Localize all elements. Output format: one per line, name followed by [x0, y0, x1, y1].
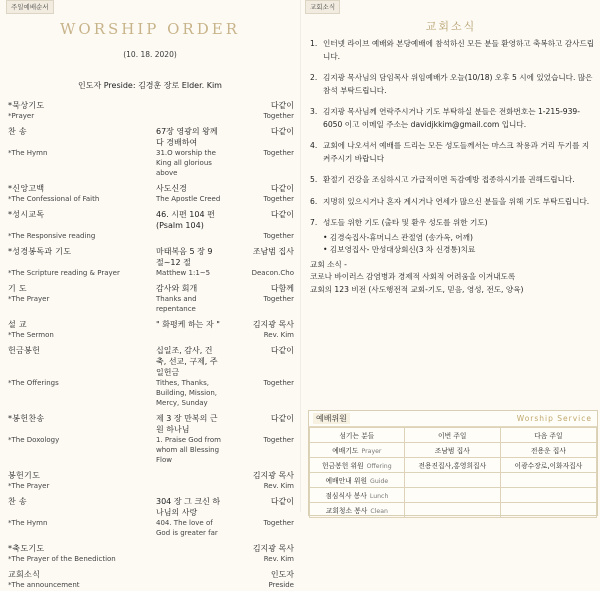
order-item-title-eng: *The Hymn — [8, 519, 48, 527]
table-header-row — [310, 428, 597, 443]
announcement-number: 3. — [310, 107, 318, 116]
order-item-person-kor: 김지광 목사 — [252, 471, 294, 480]
order-item — [8, 543, 294, 564]
order-item-person-eng: Together — [263, 379, 294, 387]
order-item-detail-eng: 1. Praise God from whom all Blessing Flow — [156, 436, 221, 464]
announcement-number: 4. — [310, 141, 318, 150]
order-item-title-eng: *The Scripture reading & Prayer — [8, 269, 120, 277]
order-item-detail-kor: 사도신경 — [156, 184, 187, 193]
order-item-detail-eng: Thanks and repentance — [156, 295, 197, 313]
announcement-item — [310, 174, 596, 187]
order-item-person-kor: 인도자 — [270, 570, 294, 579]
order-item-detail-eng: Tithes, Thanks, Building, Mission, Mercy, Sunday — [156, 379, 218, 407]
announcements-title: 교회소식 — [425, 20, 477, 33]
order-item-detail-kor: 304 장 그 크신 하나님의 사랑 — [156, 497, 221, 517]
announcement-number: 1. — [310, 39, 318, 48]
order-item-title-kor: 봉헌기도 — [8, 471, 41, 480]
order-item — [8, 100, 294, 121]
order-item-title-eng: *The announcement — [8, 581, 80, 589]
order-item — [8, 126, 294, 178]
announcement-item — [310, 72, 596, 97]
order-item — [8, 569, 294, 590]
order-item — [8, 183, 294, 204]
order-item-person-kor: 다함께 — [270, 284, 294, 293]
order-item — [8, 413, 294, 465]
order-item-person-kor: 다같이 — [270, 127, 294, 136]
table-row — [310, 488, 597, 503]
order-item-title-eng: *The Prayer — [8, 295, 50, 303]
order-item-title-eng: *The Prayer of the Benediction — [8, 555, 116, 563]
order-item-title-kor: 교회소식 — [8, 570, 41, 579]
announcement-number: 2. — [310, 73, 318, 82]
worship-order-column — [0, 12, 300, 589]
order-item-person-eng: Deacon.Cho — [251, 269, 294, 277]
order-item-title-kor: *묵상기도 — [8, 101, 45, 110]
order-item-person-kor: 다같이 — [270, 101, 294, 110]
order-item-title-kor: 기 도 — [8, 284, 27, 293]
order-item-detail-kor: 십일조, 감사, 건축, 선교, 구제, 주일헌금 — [156, 346, 218, 377]
order-item — [8, 319, 294, 340]
role-kor: 예배안내 위원 — [325, 477, 368, 485]
role-eng: Lunch — [369, 493, 389, 500]
announcement-number: 6. — [310, 196, 318, 206]
prayer-request-item: • 김보영집사- 만성대상회신(3 차 신경통)치료 — [323, 245, 476, 254]
order-item-person-kor: 다같이 — [270, 210, 294, 219]
order-item-detail-kor: " 화평케 하는 자 " — [156, 320, 220, 329]
order-item-person-eng: Together — [263, 436, 294, 444]
order-item — [8, 496, 294, 538]
order-item-detail-kor: 46. 시편 104 편 (Psalm 104) — [156, 210, 215, 230]
role-kor: 예배기도 — [332, 447, 359, 455]
announcement-text: 김지광 목사님께 연락주시거나 기도 부탁하실 분들은 전화번호는 1-215-939-6050 이고 이메일 주소는 davidjkkim@gmail.com 입니다. — [323, 107, 580, 129]
next-week-cell: 이광수장로,이화자집사 — [500, 458, 596, 473]
order-item — [8, 246, 294, 278]
order-item-title-kor: 설 교 — [8, 320, 27, 329]
worship-service-label-eng: Worship Service — [516, 414, 592, 423]
order-item-title-kor: 찬 송 — [8, 497, 27, 506]
worship-service-label-kor: 예배위원 — [313, 413, 350, 424]
order-item-title-eng: *The Doxology — [8, 436, 60, 444]
this-week-cell — [404, 488, 500, 503]
table-row — [310, 503, 597, 518]
role-cell — [310, 443, 405, 458]
column-header-this-week: 이번 주일 — [404, 428, 500, 443]
announcement-number: 5. — [310, 175, 318, 184]
column-header-role: 섬기는 분들 — [310, 428, 405, 443]
order-item — [8, 345, 294, 408]
role-cell — [310, 458, 405, 473]
order-item-title-eng: *The Offerings — [8, 379, 59, 387]
role-eng: Prayer — [361, 448, 382, 455]
order-item-detail-eng: Matthew 1:1~5 — [156, 269, 211, 277]
this-week-cell: 전용진집사,홍영희집사 — [404, 458, 500, 473]
role-eng: Offering — [366, 463, 392, 470]
role-eng: Clean — [370, 508, 388, 515]
order-item-person-kor: 김지광 목사 — [252, 544, 294, 553]
order-item — [8, 470, 294, 491]
service-presider: 인도자 Preside: 김경훈 장로 Elder. Kim — [78, 81, 222, 90]
order-item-detail-kor: 마태복음 5 장 9 절~12 절 — [156, 247, 213, 267]
column-divider — [300, 0, 301, 512]
order-item-title-kor: 찬 송 — [8, 127, 27, 136]
order-item-person-eng: Preside — [268, 581, 294, 589]
order-item-title-kor: *축도기도 — [8, 544, 45, 553]
order-item-person-kor: 다같이 — [270, 414, 294, 423]
order-item-detail-kor: 제 3 장 만복의 근원 하나님 — [156, 414, 218, 434]
order-item-person-eng: Together — [263, 232, 294, 240]
announcement-text: 환절기 건강을 조심하시고 가급적이면 독감예방 접종하시기를 권해드립니다. — [323, 175, 575, 184]
this-week-cell — [404, 503, 500, 518]
role-eng: Guide — [370, 478, 389, 485]
this-week-cell — [404, 473, 500, 488]
order-item-title-kor: *봉헌찬송 — [8, 414, 45, 423]
order-item-title-eng: *The Confessional of Faith — [8, 195, 100, 203]
this-week-cell: 조남범 집사 — [404, 443, 500, 458]
order-item-person-eng: Together — [263, 519, 294, 527]
announcement-text: 김지광 목사님의 담임목사 위임예배가 오늘(10/18) 오후 5 시에 있었습니다. 많은 참석 부탁드립니다. — [323, 73, 593, 95]
table-row — [310, 473, 597, 488]
announcements-column — [302, 12, 600, 515]
service-date: (10. 18. 2020) — [123, 50, 177, 59]
order-item-title-eng: *The Prayer — [8, 482, 50, 490]
prayer-request-item: • 김경숙집사-휴머니스 관절염 (송가옥, 어깨) — [323, 232, 473, 242]
table-row — [310, 443, 597, 458]
worship-service-box — [308, 410, 598, 516]
order-item-detail-eng: 404. The love of God is greater far — [156, 519, 218, 537]
role-kor: 헌금봉헌 위원 — [322, 462, 364, 470]
order-item-person-eng: Rev. Kim — [263, 555, 294, 563]
order-item-person-kor: 김지광 목사 — [252, 320, 294, 329]
announcement-text: 교회에 나오셔서 예배를 드리는 모든 성도들께서는 마스크 착용과 거리 두기를 지켜주시기 바랍니다 — [323, 141, 590, 163]
page-title: WORSHIP ORDER — [59, 20, 240, 38]
order-item-person-eng: Together — [263, 112, 294, 120]
order-item-person-kor: 다같이 — [270, 184, 294, 193]
next-week-cell: 전용운 집사 — [500, 443, 596, 458]
role-kor: 교회청소 봉사 — [325, 507, 368, 515]
announcement-item — [310, 217, 596, 230]
footer-line: 코로나 바이러스 감염병과 경제적 사회적 어려움을 이겨내도록 — [310, 272, 516, 281]
announcement-item — [310, 140, 596, 165]
announcement-item — [310, 196, 596, 209]
role-cell — [310, 488, 405, 503]
footer-line: 교회의 123 비전 (사도행전적 교회-기도, 믿음, 영성, 전도, 양육) — [310, 284, 524, 294]
tab-worship-order[interactable]: 주일예배순서 — [6, 0, 54, 14]
table-row — [310, 458, 597, 473]
order-item-detail-kor: 감사와 회개 — [156, 284, 198, 293]
worship-service-header — [309, 411, 597, 427]
order-item-detail-eng: 31.O worship the King all glorious above — [156, 149, 216, 177]
announcement-number: 7. — [310, 218, 318, 227]
order-item-person-kor: 다같이 — [270, 346, 294, 355]
announcements-list — [310, 38, 596, 296]
announcement-text: 성도들 위한 기도 (출타 및 환우 성도를 위한 기도) — [323, 218, 488, 227]
order-item-person-eng: Rev. Kim — [263, 331, 294, 339]
column-header-next-week: 다음 주일 — [500, 428, 596, 443]
order-item-title-eng: *The Hymn — [8, 149, 48, 157]
announcement-item — [310, 38, 596, 63]
order-item-title-eng: *Prayer — [8, 112, 35, 120]
role-cell — [310, 503, 405, 518]
order-item-person-kor: 다같이 — [270, 497, 294, 506]
order-item — [8, 283, 294, 314]
announcement-text: 인터넷 라이브 예배와 본당예배에 참석하신 모든 분들 환영하고 축복하고 감사드립니다. — [323, 39, 595, 61]
role-cell — [310, 473, 405, 488]
next-week-cell — [500, 473, 596, 488]
next-week-cell — [500, 503, 596, 518]
order-item-person-kor: 조남범 집사 — [252, 247, 294, 256]
order-item-person-eng: Rev. Kim — [263, 482, 294, 490]
footer-line: 교회 소식 - — [310, 259, 347, 269]
order-item-title-eng: *The Sermon — [8, 331, 54, 339]
announcement-item — [310, 106, 596, 131]
order-item-title-eng: *The Responsive reading — [8, 232, 96, 240]
order-item-title-kor: *성시교독 — [8, 210, 45, 219]
order-item — [8, 209, 294, 241]
order-item-person-eng: Together — [263, 195, 294, 203]
order-item-title-kor: *신앙고백 — [8, 184, 45, 193]
role-kor: 점심식사 봉사 — [325, 492, 367, 500]
next-week-cell — [500, 488, 596, 503]
order-item-person-eng: Together — [263, 149, 294, 157]
order-item-person-eng: Together — [263, 295, 294, 303]
announcement-text: 지명히 있으시거나 혼자 계시거나 연세가 많으신 분들을 위해 기도 부탁드립니다. — [323, 196, 590, 206]
order-item-title-kor: 헌금봉헌 — [8, 346, 41, 355]
order-item-detail-kor: 67장 영광의 왕께 다 경배하여 — [156, 127, 218, 147]
worship-order-list — [8, 100, 294, 591]
order-item-detail-eng: The Apostle Creed — [156, 195, 221, 203]
order-item-title-kor: *성경봉독과 기도 — [8, 247, 72, 256]
tab-announcements[interactable]: 교회소식 — [305, 0, 340, 14]
worship-service-table — [309, 427, 597, 518]
